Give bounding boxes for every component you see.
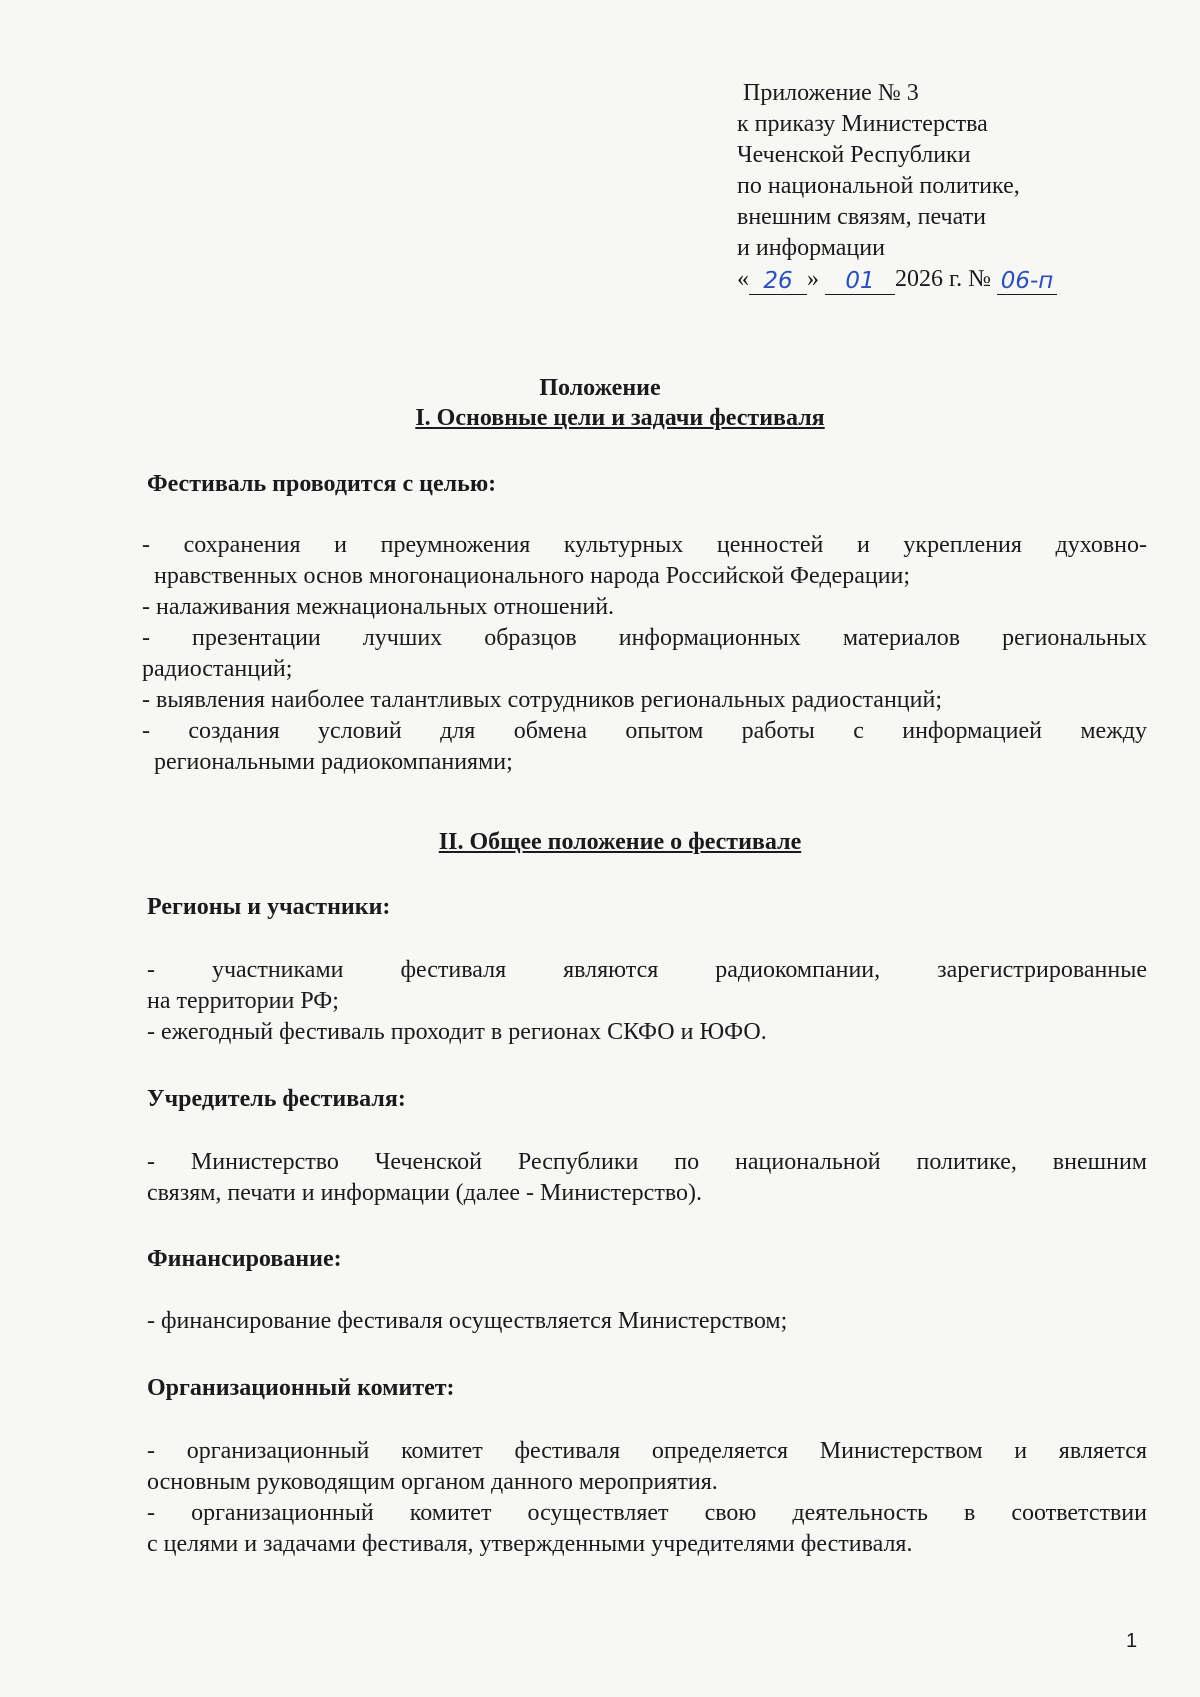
committee-line: с целями и задачами фестиваля, утвержденными учредителями фестиваля. — [147, 1531, 913, 1557]
goal-line: - выявления наиболее талантливых сотрудников региональных радиостанций; — [142, 687, 942, 713]
order-number-handwritten: 06-п — [1000, 268, 1054, 294]
committee-line: основным руководящим органом данного мероприятия. — [147, 1469, 718, 1495]
regions-title: Регионы и участники: — [147, 894, 391, 920]
appendix-line-4: по национальной политике, — [737, 173, 1020, 199]
appendix-line-3: Чеченской Республики — [737, 142, 971, 168]
regions-text — [147, 955, 1147, 1048]
appendix-line-5: внешним связям, печати — [737, 204, 986, 230]
finance-title: Финансирование: — [147, 1246, 342, 1272]
date-day-field — [749, 268, 807, 295]
finance-text — [147, 1306, 1147, 1337]
date-day-handwritten: 26 — [763, 268, 793, 294]
founder-title: Учредитель фестиваля: — [147, 1086, 406, 1112]
document-title: Положение — [539, 375, 661, 401]
goal-line: региональными радиокомпаниями; — [154, 749, 513, 775]
date-open-quote: « — [737, 266, 749, 292]
date-month-handwritten: 01 — [845, 268, 875, 294]
goal-line: - сохранения и преумножения культурных ценностей и укрепления духовно- — [142, 532, 1147, 558]
date-month-field — [825, 268, 895, 295]
appendix-header — [737, 78, 1057, 295]
founder-line: - Министерство Чеченской Республики по национальной политике, внешним — [147, 1149, 1147, 1175]
committee-title: Организационный комитет: — [147, 1375, 455, 1401]
page-number: 1 — [1126, 1630, 1138, 1652]
appendix-line-2: к приказу Министерства — [737, 111, 988, 137]
committee-line: - организационный комитет фестиваля определяется Министерством и является — [147, 1438, 1147, 1464]
goal-line: - создания условий для обмена опытом работы с информацией между — [142, 718, 1147, 744]
date-close-quote: » — [807, 266, 819, 292]
section-1-title: I. Основные цели и задачи фестиваля — [415, 405, 825, 431]
goal-line: - налаживания межнациональных отношений. — [142, 594, 615, 620]
committee-line: - организационный комитет осуществляет свою деятельность в соответствии — [147, 1500, 1147, 1526]
section-2-title: II. Общее положение о фестивале — [438, 829, 802, 855]
regions-line: - участниками фестиваля являются радиокомпании, зарегистрированные — [147, 957, 1147, 983]
goal-line: радиостанций; — [142, 656, 293, 682]
regions-line: на территории РФ; — [147, 988, 339, 1014]
founder-text — [147, 1147, 1147, 1209]
founder-line: связям, печати и информации (далее - Министерство). — [147, 1180, 702, 1206]
regions-line: - ежегодный фестиваль проходит в регионах СКФО и ЮФО. — [147, 1019, 767, 1045]
appendix-line-1: Приложение № 3 — [743, 80, 919, 106]
finance-line: - финансирование фестиваля осуществляется Министерством; — [147, 1308, 788, 1334]
goals-list — [142, 530, 1147, 778]
appendix-line-6: и информации — [737, 235, 885, 261]
date-year-label: 2026 г. № — [895, 266, 992, 292]
section-1-subtitle: Фестиваль проводится с целью: — [147, 471, 497, 497]
goal-line: - презентации лучших образцов информационных материалов региональных — [142, 625, 1147, 651]
committee-text — [147, 1436, 1147, 1560]
goal-line: нравственных основ многонационального народа Российской Федерации; — [154, 563, 911, 589]
order-number-field — [997, 268, 1057, 295]
order-date-line — [737, 264, 1057, 295]
